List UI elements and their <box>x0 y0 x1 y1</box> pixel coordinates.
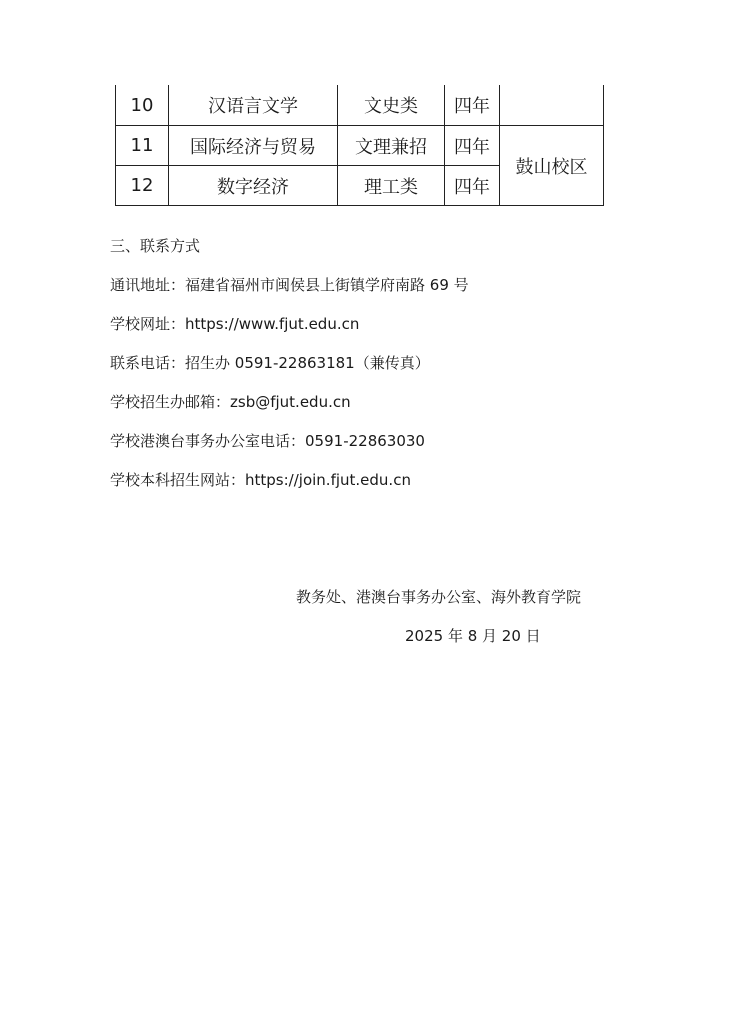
major-number-cell: 11 <box>116 126 169 166</box>
signature-date: 2025 年 8 月 20 日 <box>405 627 541 645</box>
table-row <box>116 85 604 126</box>
admission-site-line <box>110 470 469 509</box>
address-label: 通讯地址： <box>110 276 186 294</box>
majors-table <box>115 85 604 206</box>
major-name-cell: 国际经济与贸易 <box>169 126 338 166</box>
phone-line <box>110 353 469 392</box>
website-line <box>110 314 469 353</box>
signature-organizations: 教务处、港澳台事务办公室、海外教育学院 <box>296 588 582 606</box>
hmt-phone-label: 学校港澳台事务办公室电话： <box>110 432 306 450</box>
major-name-cell: 汉语言文学 <box>169 85 338 126</box>
email-line <box>110 392 469 431</box>
major-duration-cell: 四年 <box>445 85 500 126</box>
major-category-cell: 文理兼招 <box>338 126 445 166</box>
major-number-cell: 10 <box>116 85 169 126</box>
major-name-cell: 数字经济 <box>169 166 338 206</box>
major-category-cell: 文史类 <box>338 85 445 126</box>
contact-section <box>110 236 469 509</box>
admission-site-label: 学校本科招生网站： <box>110 471 246 489</box>
campus-cell-empty <box>500 85 604 126</box>
phone-label: 联系电话： <box>110 354 186 372</box>
major-number-cell: 12 <box>116 166 169 206</box>
majors-table-wrapper <box>115 85 604 206</box>
major-category-cell: 理工类 <box>338 166 445 206</box>
table-row <box>116 126 604 166</box>
email-label: 学校招生办邮箱： <box>110 393 231 411</box>
website-label: 学校网址： <box>110 315 186 333</box>
campus-cell: 鼓山校区 <box>500 126 604 206</box>
major-duration-cell: 四年 <box>445 166 500 206</box>
hmt-phone-line <box>110 431 469 470</box>
major-duration-cell: 四年 <box>445 126 500 166</box>
contact-heading: 三、联系方式 <box>110 237 201 255</box>
website-link[interactable]: https://www.fjut.edu.cn <box>185 315 360 333</box>
address-value: 福建省福州市闽侯县上街镇学府南路 69 号 <box>185 276 469 294</box>
address-line <box>110 275 469 314</box>
admission-site-link[interactable]: https://join.fjut.edu.cn <box>245 471 411 489</box>
email-link[interactable]: zsb@fjut.edu.cn <box>230 393 351 411</box>
hmt-phone-value: 0591-22863030 <box>305 432 425 450</box>
phone-value: 招生办 0591-22863181（兼传真） <box>185 354 430 372</box>
